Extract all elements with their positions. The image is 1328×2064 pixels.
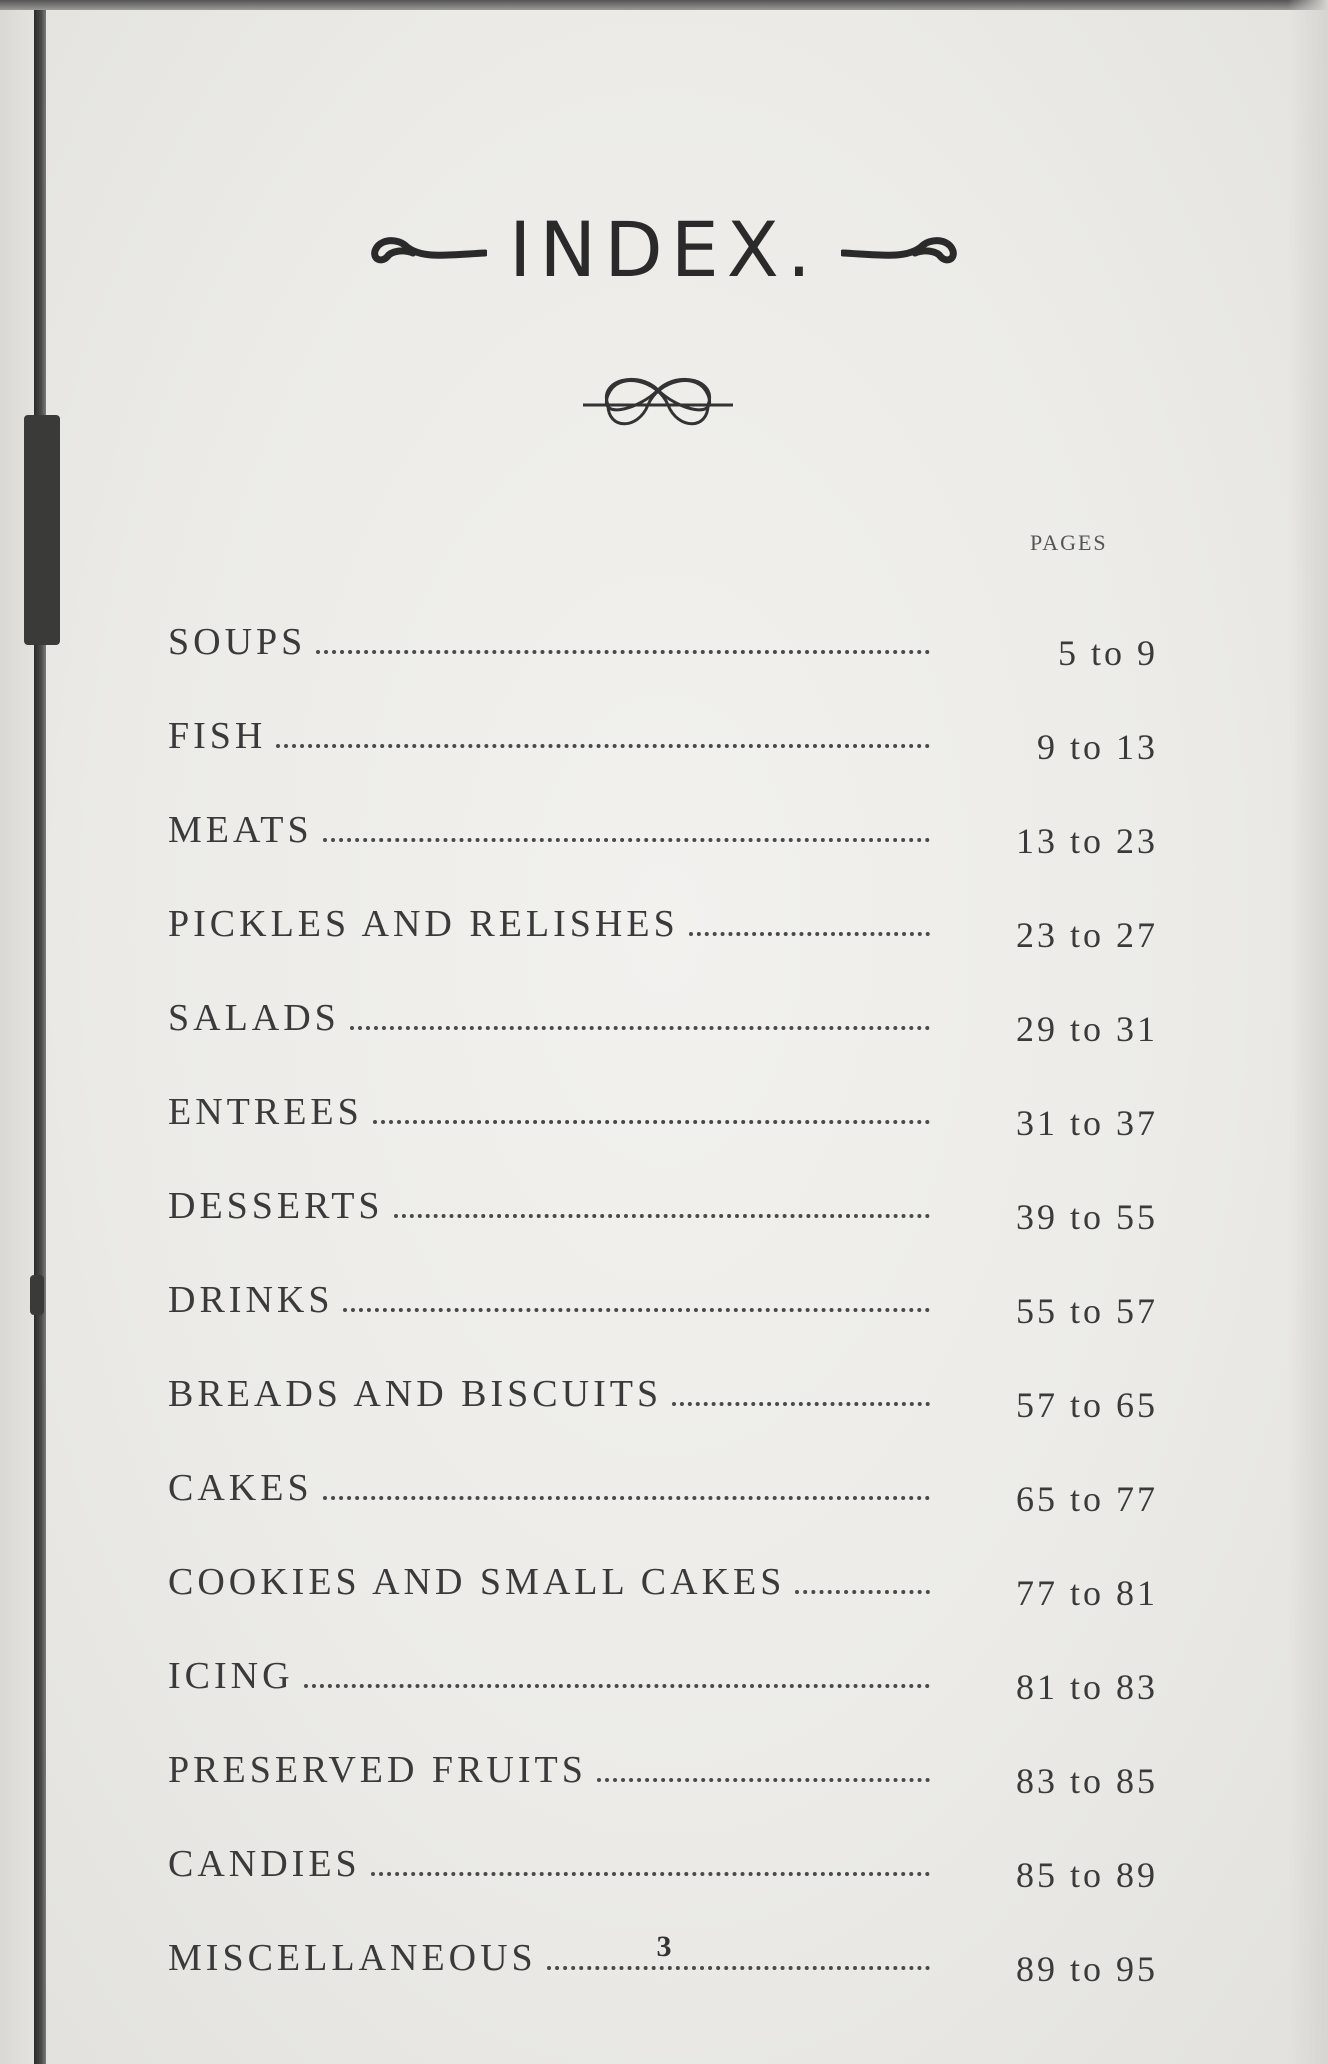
entry-page-range: 23 to 27 (1015, 915, 1158, 955)
right-swash-icon (841, 225, 961, 275)
index-entry (168, 1792, 1158, 1895)
page-right-edge (1288, 0, 1328, 2064)
index-entry (168, 946, 1158, 1049)
index-list (168, 570, 1158, 1989)
entry-page-range: 9 to 13 (1036, 727, 1158, 767)
entry-label: MEATS (168, 809, 313, 851)
index-entry (168, 1322, 1158, 1425)
entry-page-range: 83 to 85 (1015, 1761, 1158, 1801)
entry-page-range: 31 to 37 (1015, 1103, 1158, 1143)
dot-leader (689, 894, 930, 936)
entry-page-range: 77 to 81 (1015, 1573, 1158, 1613)
pages-column-heading: PAGES (1030, 530, 1108, 555)
dot-leader (795, 1552, 930, 1594)
index-entry (168, 1134, 1158, 1237)
entry-label: CANDIES (168, 1843, 361, 1885)
entry-page-range: 55 to 57 (1015, 1291, 1158, 1331)
entry-label: ENTREES (168, 1091, 363, 1133)
entry-label: DESSERTS (168, 1185, 384, 1227)
title-block (0, 205, 1328, 294)
index-entry (168, 1228, 1158, 1331)
page-top-edge (0, 0, 1328, 10)
dot-leader (304, 1646, 930, 1688)
facing-page-edge (0, 0, 34, 2064)
entry-label: BREADS AND BISCUITS (168, 1373, 663, 1415)
entry-page-range: 13 to 23 (1015, 821, 1158, 861)
dot-leader (323, 1458, 930, 1500)
entry-page-range: 5 to 9 (1057, 633, 1158, 673)
binding-staple (30, 1275, 44, 1315)
index-entry (168, 1698, 1158, 1801)
dot-leader (373, 1082, 930, 1124)
index-entry (168, 852, 1158, 955)
entry-label: SOUPS (168, 621, 307, 663)
entry-page-range: 89 to 95 (1015, 1949, 1158, 1989)
page-title: INDEX. (508, 205, 820, 294)
knot-ornament-icon (578, 360, 738, 440)
index-entry (168, 1416, 1158, 1519)
entry-page-range: 29 to 31 (1015, 1009, 1158, 1049)
entry-label: MISCELLANEOUS (168, 1937, 537, 1979)
dot-leader (394, 1176, 930, 1218)
index-entry (168, 1510, 1158, 1613)
dot-leader (276, 706, 930, 748)
page-number: 3 (656, 1930, 672, 1963)
entry-label: CAKES (168, 1467, 313, 1509)
entry-page-range: 85 to 89 (1015, 1855, 1158, 1895)
dot-leader (350, 988, 930, 1030)
dot-leader (316, 612, 930, 654)
entry-label: PRESERVED FRUITS (168, 1749, 587, 1791)
dot-leader (597, 1740, 930, 1782)
dot-leader (672, 1364, 930, 1406)
index-entry (168, 570, 1158, 673)
binding-staple (24, 415, 60, 645)
entry-label: DRINKS (168, 1279, 334, 1321)
entry-label: SALADS (168, 997, 340, 1039)
dot-leader (343, 1270, 930, 1312)
entry-label: PICKLES AND RELISHES (168, 903, 679, 945)
entry-label: ICING (168, 1655, 294, 1697)
index-entry (168, 1604, 1158, 1707)
entry-page-range: 39 to 55 (1015, 1197, 1158, 1237)
entry-page-range: 65 to 77 (1015, 1479, 1158, 1519)
entry-label: COOKIES AND SMALL CAKES (168, 1561, 786, 1603)
left-swash-icon (367, 225, 487, 275)
entry-label: FISH (168, 715, 267, 757)
binding-spine (34, 0, 46, 2064)
index-entry (168, 1040, 1158, 1143)
dot-leader (323, 800, 930, 842)
dot-leader (371, 1834, 930, 1876)
entry-page-range: 81 to 83 (1015, 1667, 1158, 1707)
index-entry (168, 758, 1158, 861)
index-entry (168, 664, 1158, 767)
entry-page-range: 57 to 65 (1015, 1385, 1158, 1425)
